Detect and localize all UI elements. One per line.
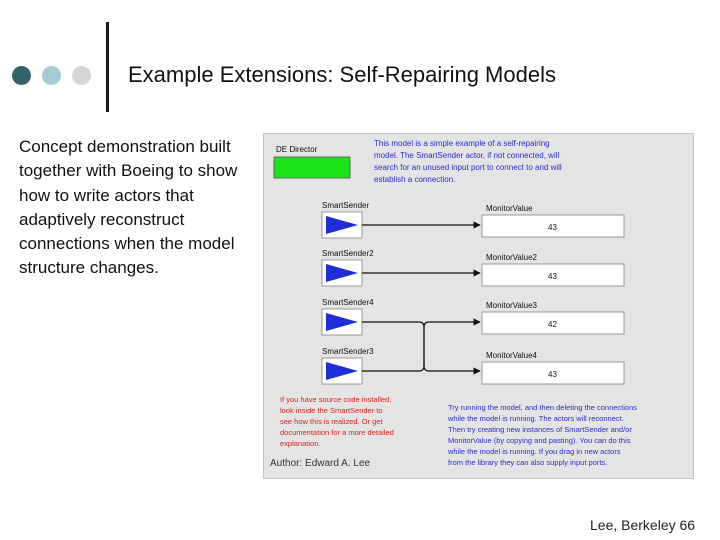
right-note-line-4: MonitorValue (by copying and pasting). You can do this [448, 436, 631, 445]
de-director[interactable] [274, 157, 350, 178]
left-note [280, 395, 396, 448]
monitor-value: 43 [548, 272, 557, 281]
left-note-line-2: look inside the SmartSender to [280, 406, 383, 415]
top-note-line-4: establish a connection. [374, 175, 456, 184]
sender-label: SmartSender2 [322, 249, 374, 258]
right-note-line-5: while the model is running. If you drag in new actors [448, 447, 621, 456]
monitor-label: MonitorValue2 [486, 253, 537, 262]
decor-dot-teal [42, 66, 61, 85]
left-note-line-4: documentation for a more detailed [280, 428, 394, 437]
monitor-value: 43 [548, 370, 557, 379]
decor-dot-dark [12, 66, 31, 85]
top-note-line-3: search for an unused input port to connect to and will [374, 163, 562, 172]
model-diagram [264, 134, 693, 478]
left-note-line-3: see how this is realized. Or get [280, 417, 383, 426]
monitor-label: MonitorValue4 [486, 351, 537, 360]
monitor-value: 42 [548, 320, 557, 329]
slide-description: Concept demonstration built together with Boeing to show how to write actors that adaptively reconstruct connections when the model structure changes. [19, 137, 238, 278]
director-label: DE Director [276, 145, 318, 154]
top-note-line-1: This model is a simple example of a self-repairing [374, 139, 550, 148]
right-note-line-3: Then try creating new instances of SmartSender and/or [448, 425, 632, 434]
sender-label: SmartSender [322, 201, 370, 210]
monitor-label: MonitorValue [486, 204, 533, 213]
sender-label: SmartSender3 [322, 347, 374, 356]
left-note-line-5: explanation. [280, 439, 321, 448]
right-note [447, 403, 639, 467]
right-note-line-2: while the model is running. The actors will reconnect. [448, 414, 624, 423]
monitor-value: 43 [548, 223, 557, 232]
slide-footer: Lee, Berkeley 66 [590, 517, 696, 533]
title-divider [106, 22, 109, 112]
slide-title: Example Extensions: Self-Repairing Models [128, 62, 556, 87]
top-note [374, 139, 564, 184]
top-note-line-2: model. The SmartSender actor, if not connected, will [374, 151, 560, 160]
sender-label: SmartSender4 [322, 298, 374, 307]
connection-wire[interactable] [362, 322, 480, 371]
connection-wire[interactable] [362, 322, 480, 371]
decor-dot-gray [72, 66, 91, 85]
model-diagram-panel [263, 133, 694, 479]
monitor-label: MonitorValue3 [486, 301, 537, 310]
right-note-line-6: from the library they can also supply input ports. [448, 458, 608, 467]
left-note-line-1: If you have source code installed, [280, 395, 392, 404]
author-label: Author: Edward A. Lee [270, 458, 371, 469]
right-note-line-1: Try running the model, and then deleting the connections [448, 403, 638, 412]
